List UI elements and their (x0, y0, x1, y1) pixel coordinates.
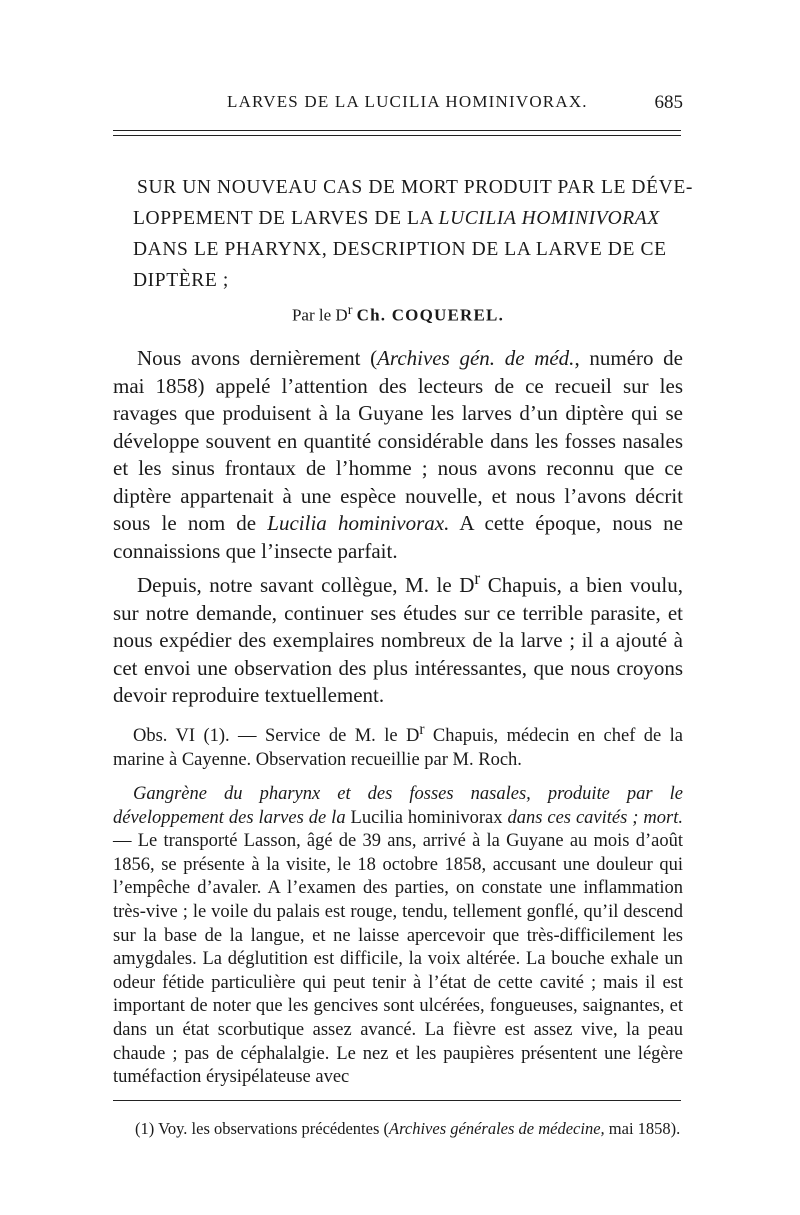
header-double-rule (113, 130, 681, 136)
title-species-name: LUCILIA HOMINIVORAX (438, 208, 660, 229)
footnote-rule (113, 1100, 681, 1101)
byline-sup: r (347, 302, 353, 318)
footnote-text-b: mai 1858). (604, 1119, 681, 1138)
title-line-2 (133, 203, 683, 234)
running-header (113, 92, 683, 120)
paragraph-1 (113, 345, 683, 565)
observation-heading (113, 718, 683, 772)
byline (113, 302, 683, 326)
title-line-1: SUR UN NOUVEAU CAS DE MORT PRODUIT PAR LE DÉVE- (137, 177, 693, 198)
p1-text-b: , numéro de mai 1858) appelé l’attention des lecteurs de ce recueil sur les ravages que produisent à la Guyane les larves d’un diptère qui se développe souvent en quantité considérable dans les fosses nasales et les sinus frontaux de l’homme ; nous avons reconnu que ce diptère appartenait à une espèce nouvelle, et nous l’avons décrit sous le nom de (113, 346, 683, 535)
p1-text-c: A cette époque, nous ne connaissions que l’insecte parfait. (113, 511, 683, 563)
footnote-journal: Archives générales de médecine, (389, 1119, 605, 1138)
footnote-text-a: (1) Voy. les observations précédentes ( (135, 1119, 390, 1138)
paragraph-2 (113, 565, 683, 710)
obs-sup: r (419, 721, 425, 738)
case-title-b: dans ces cavités ; mort. (502, 807, 684, 828)
p2-text-b: Chapuis, a bien voulu, sur notre demande, continuer ses études sur ce terrible parasite, et nous expédier des exemplaires nombreux de la larve ; il a ajouté à cet envoi une observation des plus intéressantes, que nous croyons devoir reproduire textuellement. (113, 573, 683, 707)
obs-text-b: Chapuis, médecin en chef de la marine à Cayenne. Observation recueillie par M. Roch. (113, 726, 683, 770)
article-title (113, 172, 693, 296)
p2-sup: r (474, 568, 481, 588)
p1-species-name: Lucilia hominivorax. (267, 511, 450, 535)
page-number: 685 (654, 92, 683, 113)
p1-journal-ref: Archives gén. de méd. (377, 346, 575, 370)
case-species-name: Lucilia hominivorax (350, 807, 503, 828)
p2-text-a: Depuis, notre savant collègue, M. le D (137, 573, 475, 597)
title-line-2-text: LOPPEMENT DE LARVES DE LA (133, 208, 439, 229)
byline-prefix: Par le D (291, 305, 348, 325)
title-line-3: DANS LE PHARYNX, DESCRIPTION DE LA LARVE DE CE (133, 239, 667, 260)
p1-text-a: Nous avons dernièrement ( (137, 346, 378, 370)
case-title-a: Gangrène du pharynx et des fosses nasales, produite par le développement des larves de la (113, 784, 683, 828)
obs-text-a: Obs. VI (1). — Service de M. le D (133, 726, 420, 747)
byline-author: Ch. COQUEREL. (356, 305, 505, 325)
running-title: LARVES DE LA LUCILIA HOMINIVORAX. (227, 92, 588, 111)
case-report (113, 783, 683, 1090)
case-body: — Le transporté Lasson, âgé de 39 ans, arrivé à la Guyane au mois d’août 1856, se présente à la visite, le 18 octobre 1858, accusant une douleur qui l’empêche d’avaler. A l’examen des parties, on constate une inflammation très-vive ; le voile du palais est rouge, tendu, tellement gonflé, qu’il descend sur la base de la langue, et ne laisse apercevoir que très-difficilement les amygdales. La déglutition est difficile, la voix altérée. La bouche exhale un odeur fétide particulière qui peut tenir à l’état de cette cavité ; mais il est important de noter que les gencives sont ulcérées, fongueuses, saignantes, et dans un état scorbutique assez avancé. La fièvre est assez vive, la peau chaude ; pas de céphalalgie. Le nez et les paupières présentent une légère tuméfaction érysipélateuse avec (113, 831, 683, 1088)
title-line-4: DIPTÈRE ; (133, 270, 229, 291)
footnote (113, 1118, 683, 1140)
